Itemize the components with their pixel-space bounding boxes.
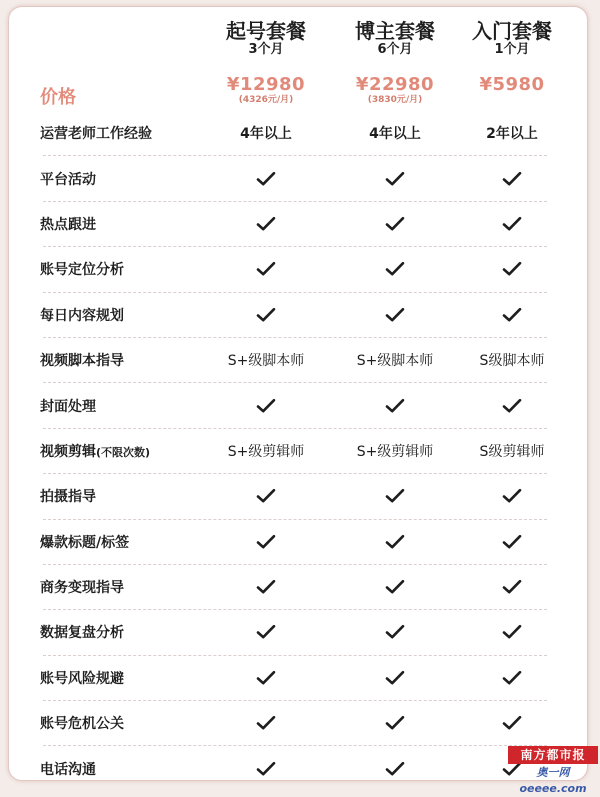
feature-label-text: 封面处理 [40, 398, 96, 415]
price-per-month: (4326元/月) [238, 95, 294, 105]
price-value: ¥5980 [479, 74, 545, 95]
feature-value: S+级剪辑师 [227, 443, 305, 460]
table-row [40, 156, 547, 201]
feature-value: 4年以上 [240, 126, 292, 143]
feature-label-text: 账号定位分析 [40, 262, 124, 279]
check-icon [502, 216, 522, 232]
plan-column-2 [335, 19, 455, 57]
feature-label [40, 259, 124, 279]
feature-label-text: 视频剪辑 [40, 443, 96, 460]
feature-label [40, 396, 96, 416]
table-row [40, 429, 547, 474]
table-row [40, 474, 547, 519]
feature-label [40, 622, 124, 642]
feature-value: S+级脚本师 [227, 353, 305, 370]
feature-label-text: 账号危机公关 [40, 716, 124, 733]
plan-price-1 [206, 75, 326, 106]
feature-value: S级脚本师 [479, 353, 545, 370]
check-icon [385, 398, 405, 414]
plan-column-3 [452, 19, 572, 57]
check-icon [256, 579, 276, 595]
check-icon [502, 579, 522, 595]
table-row [40, 338, 547, 383]
feature-label [40, 305, 124, 325]
feature-label-text: 数据复盘分析 [40, 625, 124, 642]
feature-label [40, 169, 96, 189]
feature-label-text: 商务变现指导 [40, 580, 124, 597]
check-icon [385, 488, 405, 504]
plan-duration: 6个月 [377, 42, 413, 57]
check-icon [385, 261, 405, 277]
check-icon [256, 761, 276, 777]
pricing-card [8, 6, 588, 781]
feature-label-text: 拍摄指导 [40, 489, 96, 506]
check-icon [256, 534, 276, 550]
check-icon [385, 171, 405, 187]
table-row [40, 565, 547, 610]
feature-label-text: 电话沟通 [40, 761, 96, 778]
price-value: ¥12980 [226, 74, 306, 95]
feature-label-note: (不限次数) [96, 445, 151, 459]
check-icon [385, 670, 405, 686]
feature-label [40, 350, 124, 370]
table-row [40, 656, 547, 701]
check-icon [385, 534, 405, 550]
check-icon [256, 307, 276, 323]
plan-header [9, 19, 587, 71]
check-icon [385, 761, 405, 777]
price-value: ¥22980 [355, 74, 435, 95]
feature-label [40, 441, 150, 461]
feature-label [40, 486, 96, 506]
check-icon [256, 488, 276, 504]
check-icon [256, 398, 276, 414]
feature-label-text: 视频脚本指导 [40, 353, 124, 370]
check-icon [502, 534, 522, 550]
feature-label [40, 713, 124, 733]
table-row [40, 111, 547, 156]
feature-table [9, 111, 587, 781]
table-row [40, 520, 547, 565]
feature-value: 4年以上 [369, 126, 421, 143]
feature-label-text: 运营老师工作经验 [40, 126, 152, 143]
check-icon [502, 171, 522, 187]
table-row [40, 293, 547, 338]
watermark-logo: 南方都市报 [508, 746, 598, 764]
watermark-site: 奥一网oeeee.com [519, 766, 587, 795]
check-icon [385, 624, 405, 640]
feature-label-text: 热点跟进 [40, 216, 96, 233]
feature-label [40, 123, 152, 143]
check-icon [256, 715, 276, 731]
plan-name: 博主套餐 [355, 19, 435, 43]
feature-value: S级剪辑师 [479, 443, 545, 460]
price-row [9, 75, 587, 113]
check-icon [502, 670, 522, 686]
plan-duration: 1个月 [494, 42, 530, 57]
check-icon [256, 216, 276, 232]
feature-label [40, 577, 124, 597]
table-row [40, 247, 547, 292]
table-row [40, 610, 547, 655]
check-icon [256, 261, 276, 277]
check-icon [385, 715, 405, 731]
check-icon [502, 715, 522, 731]
check-icon [385, 216, 405, 232]
check-icon [256, 171, 276, 187]
check-icon [502, 307, 522, 323]
plan-duration: 3个月 [248, 42, 284, 57]
feature-value: 2年以上 [486, 126, 538, 143]
plan-price-2 [335, 75, 455, 106]
check-icon [502, 261, 522, 277]
plan-name: 起号套餐 [226, 19, 306, 43]
check-icon [256, 670, 276, 686]
newspaper-watermark [508, 746, 598, 795]
feature-label-text: 爆款标题/标签 [40, 534, 130, 551]
feature-label [40, 532, 129, 552]
plan-price-3 [452, 75, 572, 95]
price-per-month: (3830元/月) [367, 95, 423, 105]
feature-value: S+级脚本师 [356, 353, 434, 370]
check-icon [385, 579, 405, 595]
plan-column-1 [206, 19, 326, 57]
feature-label [40, 759, 96, 779]
feature-label-text: 平台活动 [40, 171, 96, 188]
price-label: 价格 [40, 87, 76, 108]
feature-label [40, 668, 124, 688]
plan-name: 入门套餐 [472, 19, 552, 43]
feature-label-text: 账号风险规避 [40, 670, 124, 687]
check-icon [502, 398, 522, 414]
feature-label [40, 214, 96, 234]
check-icon [502, 624, 522, 640]
table-row [40, 746, 547, 781]
table-row [40, 383, 547, 428]
table-row [40, 701, 547, 746]
check-icon [385, 307, 405, 323]
check-icon [502, 488, 522, 504]
table-row [40, 202, 547, 247]
feature-label-text: 每日内容规划 [40, 307, 124, 324]
feature-value: S+级剪辑师 [356, 443, 434, 460]
check-icon [256, 624, 276, 640]
